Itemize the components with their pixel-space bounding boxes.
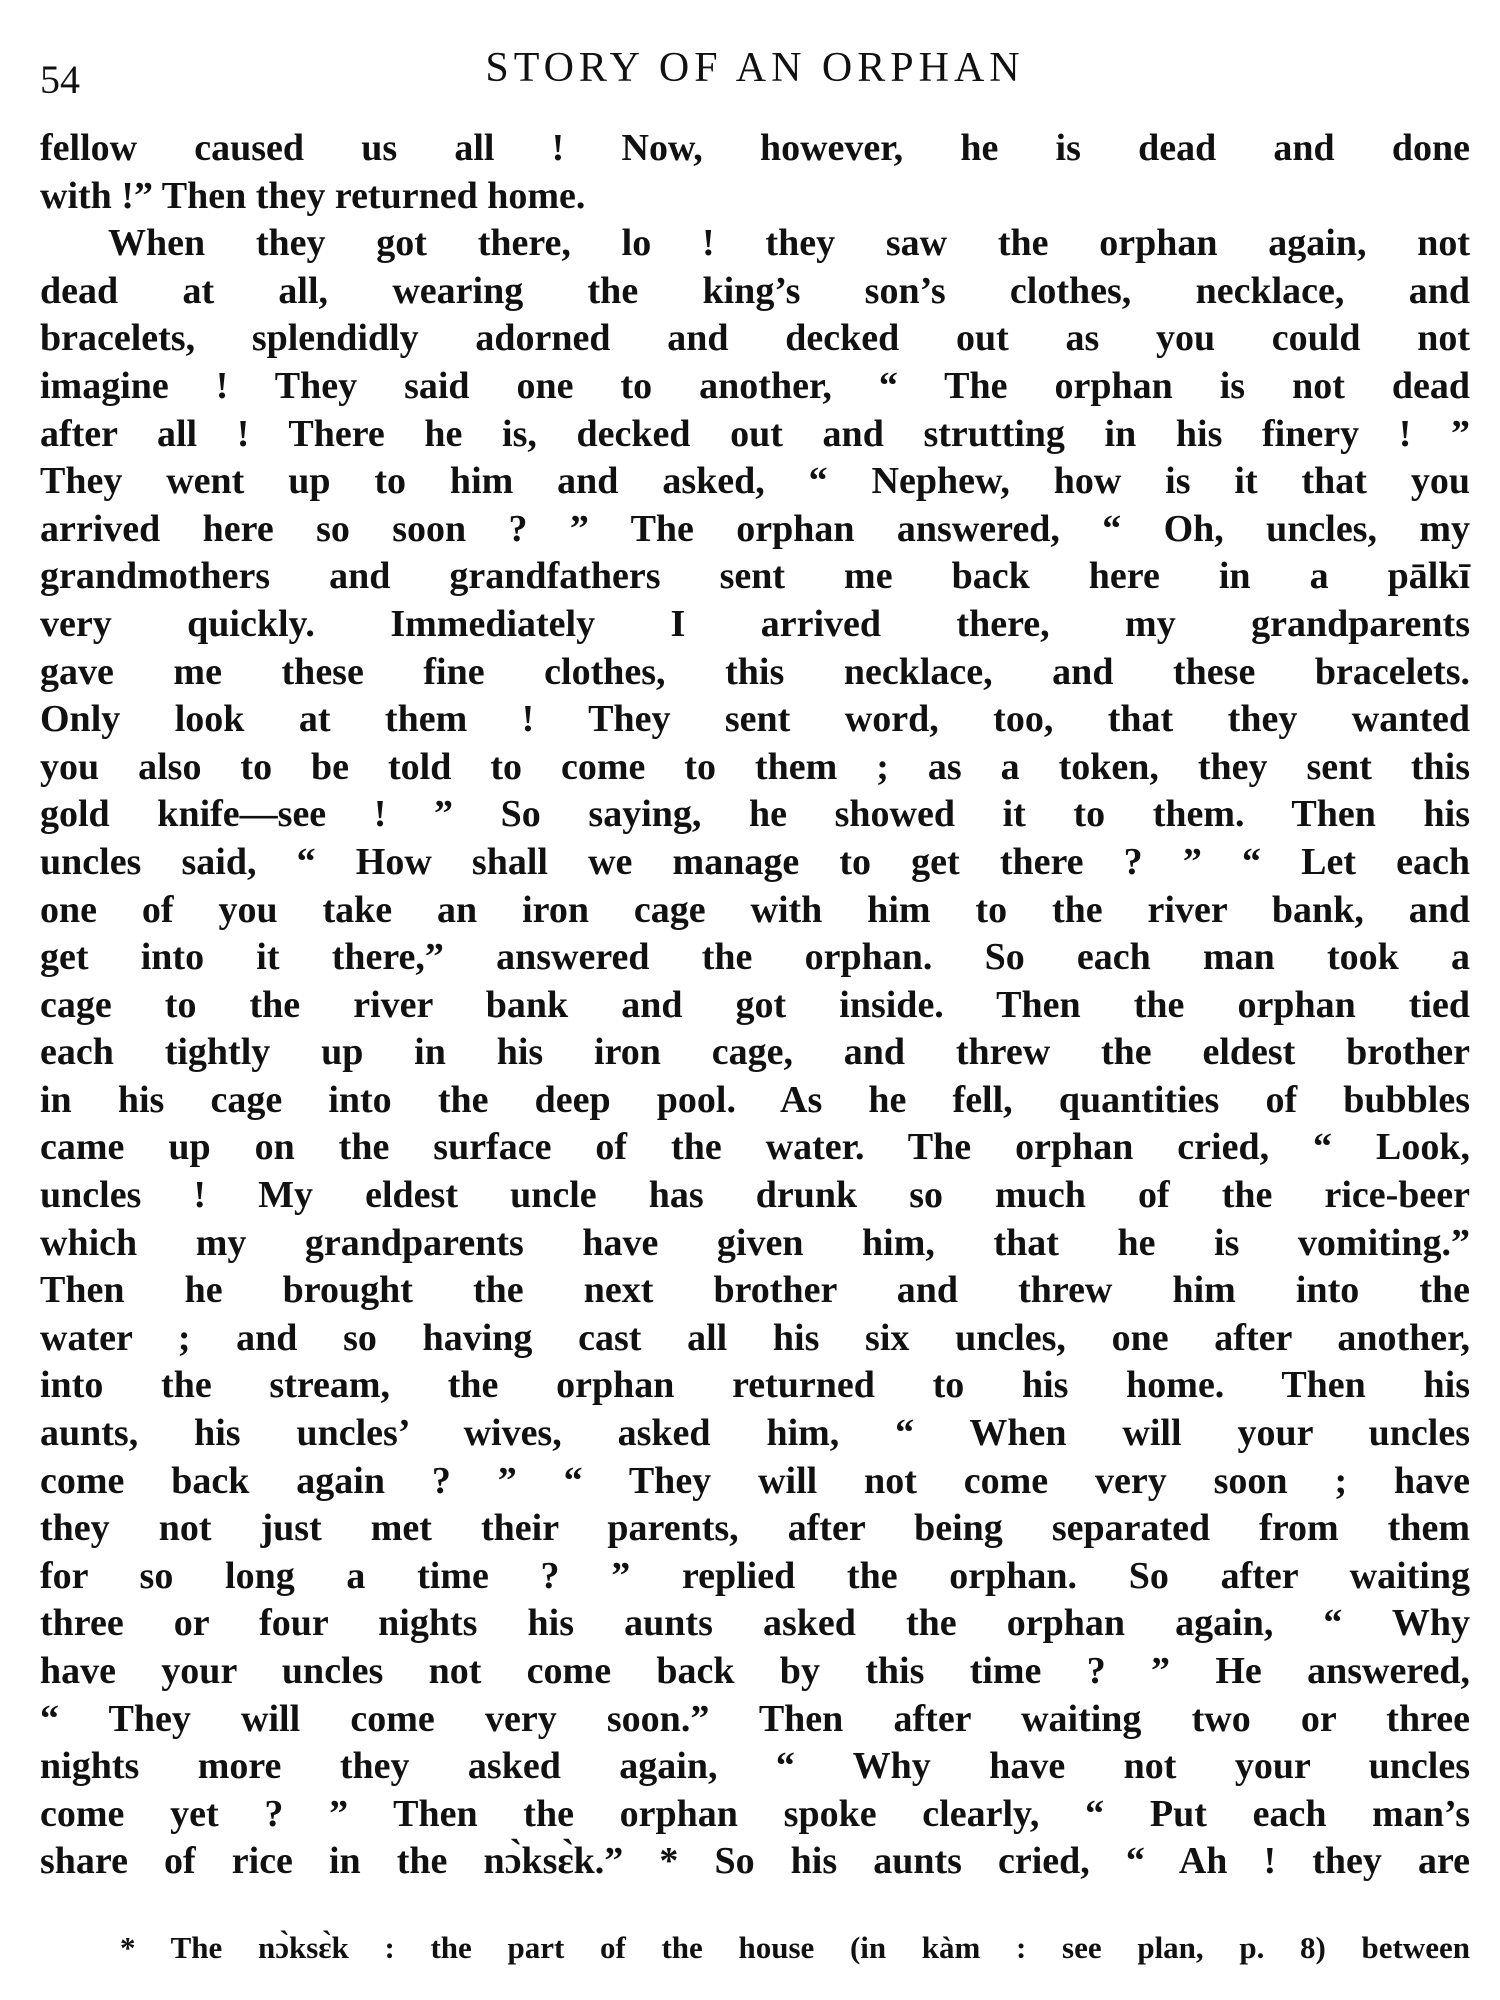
text-line: uncles said, “ How shall we manage to get there ? ” “ Let each bbox=[40, 840, 1470, 883]
page-number: 54 bbox=[40, 57, 80, 102]
text-line: one of you take an iron cage with him to the river bank, and bbox=[40, 888, 1470, 931]
text-line: water ; and so having cast all his six uncles, one after another, bbox=[40, 1316, 1470, 1359]
text-line: nights more they asked again, “ Why have not your uncles bbox=[40, 1745, 1470, 1788]
text-line: “ They will come very soon.” Then after waiting two or three bbox=[40, 1697, 1470, 1740]
text-line: in his cage into the deep pool. As he fell, quantities of bubbles bbox=[40, 1078, 1470, 1121]
text-line: gave me these fine clothes, this necklace, and these bracelets. bbox=[40, 650, 1470, 693]
text-line: after all ! There he is, decked out and strutting in his finery ! ” bbox=[40, 412, 1470, 455]
page-header bbox=[40, 44, 1470, 104]
text-line: come yet ? ” Then the orphan spoke clearly, “ Put each man’s bbox=[40, 1792, 1470, 1835]
text-line: uncles ! My eldest uncle has drunk so much of the rice-beer bbox=[40, 1174, 1470, 1217]
text-line: for so long a time ? ” replied the orphan. So after waiting bbox=[40, 1554, 1470, 1597]
body-text bbox=[40, 125, 1470, 1886]
text-line: come back again ? ” “ They will not come very soon ; have bbox=[40, 1459, 1470, 1502]
text-line: came up on the surface of the water. The orphan cried, “ Look, bbox=[40, 1126, 1470, 1169]
text-line: They went up to him and asked, “ Nephew, how is it that you bbox=[40, 460, 1470, 503]
text-line: arrived here so soon ? ” The orphan answered, “ Oh, uncles, my bbox=[40, 507, 1470, 550]
text-line: bracelets, splendidly adorned and decked out as you could not bbox=[40, 317, 1470, 360]
text-line: grandmothers and grandfathers sent me back here in a pālkī bbox=[40, 555, 1470, 598]
text-line: Only look at them ! They sent word, too, that they wanted bbox=[40, 698, 1470, 741]
text-line: with !” Then they returned home. bbox=[40, 174, 586, 217]
footnote: * The nɔ̀ksɛ̀k : the part of the house (in kàm : see plan, p. 8) between bbox=[120, 1930, 1470, 1965]
text-line: gold knife—see ! ” So saying, he showed it to them. Then his bbox=[40, 793, 1470, 836]
text-line: very quickly. Immediately I arrived there, my grandparents bbox=[40, 602, 1470, 645]
text-line: cage to the river bank and got inside. Then the orphan tied bbox=[40, 983, 1470, 1026]
text-line: get into it there,” answered the orphan. So each man took a bbox=[40, 936, 1470, 979]
text-line: When they got there, lo ! they saw the orphan again, not bbox=[108, 222, 1470, 265]
text-line: you also to be told to come to them ; as a token, they sent this bbox=[40, 745, 1470, 788]
text-line: imagine ! They said one to another, “ The orphan is not dead bbox=[40, 364, 1470, 407]
text-line: three or four nights his aunts asked the orphan again, “ Why bbox=[40, 1602, 1470, 1645]
text-line: Then he brought the next brother and threw him into the bbox=[40, 1269, 1470, 1312]
text-line: they not just met their parents, after being separated from them bbox=[40, 1507, 1470, 1550]
text-line: into the stream, the orphan returned to his home. Then his bbox=[40, 1364, 1470, 1407]
text-line: each tightly up in his iron cage, and threw the eldest brother bbox=[40, 1031, 1470, 1074]
text-line: aunts, his uncles’ wives, asked him, “ When will your uncles bbox=[40, 1412, 1470, 1455]
running-title: STORY OF AN ORPHAN bbox=[485, 45, 1025, 91]
text-line: have your uncles not come back by this time ? ” He answered, bbox=[40, 1650, 1470, 1692]
text-line: share of rice in the nɔ̀ksɛ̀k.” * So his aunts cried, “ Ah ! they are bbox=[40, 1840, 1470, 1883]
text-line: dead at all, wearing the king’s son’s clothes, necklace, and bbox=[40, 269, 1470, 312]
text-line: fellow caused us all ! Now, however, he is dead and done bbox=[40, 127, 1470, 169]
text-line: which my grandparents have given him, that he is vomiting.” bbox=[40, 1221, 1470, 1264]
